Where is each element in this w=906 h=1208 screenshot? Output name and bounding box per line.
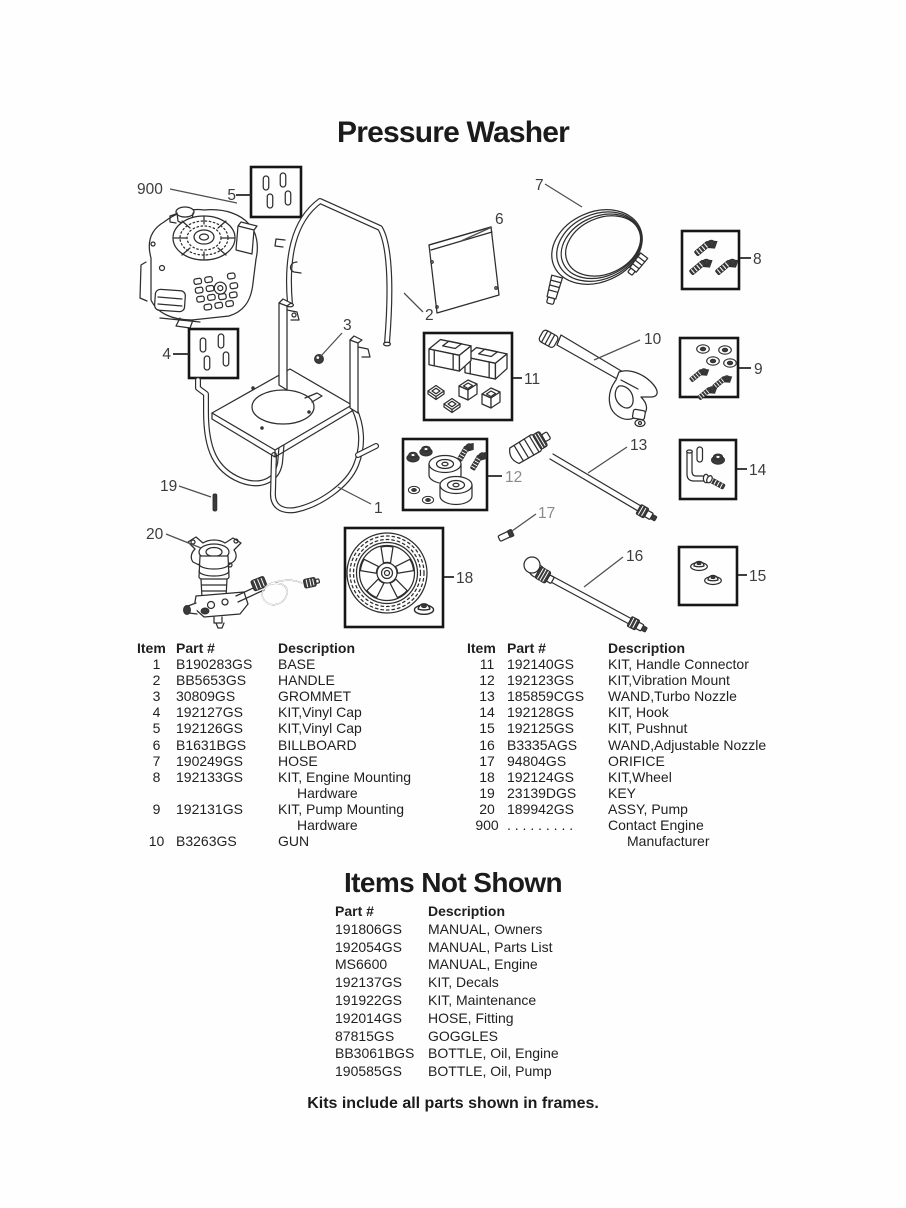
parts-row xyxy=(467,656,787,672)
part-cell: B3263GS xyxy=(176,833,237,850)
kit-box-4 xyxy=(189,329,238,378)
parts-table-left-header xyxy=(137,640,442,656)
parts-table-left xyxy=(137,640,442,849)
desc-cell: KIT, Maintenance xyxy=(428,991,537,1008)
desc-cell: KIT,Vibration Mount xyxy=(608,672,730,689)
desc-cell: BOTTLE, Oil, Engine xyxy=(428,1045,559,1062)
parts-row xyxy=(137,769,442,785)
leader-1 xyxy=(338,487,371,504)
item-cell: 6 xyxy=(152,736,161,753)
parts-row xyxy=(467,688,787,704)
not-shown-row xyxy=(335,1028,665,1046)
desc-cell: GOGGLES xyxy=(428,1027,499,1044)
part-hose xyxy=(540,196,654,305)
leader-2 xyxy=(404,293,423,312)
leader-10 xyxy=(594,340,640,360)
parts-row xyxy=(137,753,442,769)
parts-row xyxy=(467,737,787,753)
part-cell: B3335AGS xyxy=(507,736,578,753)
parts-row-continuation xyxy=(467,833,787,849)
not-shown-row xyxy=(335,992,665,1010)
callout-13: 13 xyxy=(630,437,648,454)
header-item: Item xyxy=(467,640,496,656)
part-cell: 189942GS xyxy=(507,800,574,817)
desc-cell: HOSE xyxy=(278,752,318,769)
leader-3 xyxy=(321,333,342,356)
part-cell: 192054GS xyxy=(335,938,402,955)
callout-9: 9 xyxy=(754,361,763,378)
parts-row xyxy=(467,785,787,801)
desc-cell: ASSY, Pump xyxy=(608,800,688,817)
desc-cell-line2: Manufacturer xyxy=(627,833,710,850)
item-cell: 18 xyxy=(479,768,495,785)
callout-20: 20 xyxy=(146,526,164,543)
part-cell: 192131GS xyxy=(176,800,243,817)
callout-900: 900 xyxy=(137,181,163,198)
item-cell: 15 xyxy=(479,720,495,737)
part-cell: 94804GS xyxy=(507,752,567,769)
item-cell: 8 xyxy=(152,768,161,785)
desc-cell: HANDLE xyxy=(278,672,335,689)
desc-cell: ORIFICE xyxy=(608,752,665,769)
desc-cell: MANUAL, Engine xyxy=(428,956,538,973)
parts-row-continuation xyxy=(137,817,442,833)
callout-11: 11 xyxy=(524,371,541,388)
not-shown-row xyxy=(335,974,665,992)
header-part: Part # xyxy=(507,640,546,656)
parts-table-right-header xyxy=(467,640,787,656)
part-grommet xyxy=(315,355,324,364)
desc-cell: KEY xyxy=(608,784,637,801)
item-cell: 14 xyxy=(479,704,495,721)
item-cell: 20 xyxy=(479,800,495,817)
header-part: Part # xyxy=(335,903,374,919)
parts-row xyxy=(137,720,442,736)
not-shown-row xyxy=(335,1063,665,1081)
item-cell: 10 xyxy=(148,833,165,850)
callout-15: 15 xyxy=(749,568,767,585)
parts-row xyxy=(467,753,787,769)
desc-cell: KIT, Pushnut xyxy=(608,720,688,737)
callout-18: 18 xyxy=(456,570,474,587)
desc-cell: KIT, Decals xyxy=(428,974,499,991)
leader-17 xyxy=(512,514,536,531)
part-cell: 192133GS xyxy=(176,768,243,785)
kit-box-15 xyxy=(679,547,737,605)
callout-10: 10 xyxy=(644,331,662,348)
part-cell: 192124GS xyxy=(507,768,574,785)
desc-cell: WAND,Adjustable Nozzle xyxy=(608,736,767,753)
item-cell: 2 xyxy=(152,672,161,689)
part-cell: 192137GS xyxy=(335,974,402,991)
callout-3: 3 xyxy=(343,317,352,334)
parts-row xyxy=(467,817,787,833)
desc-cell: MANUAL, Owners xyxy=(428,920,543,937)
part-cell: BB5653GS xyxy=(176,672,247,689)
callout-17: 17 xyxy=(538,505,556,522)
parts-row xyxy=(137,656,442,672)
not-shown-row xyxy=(335,1010,665,1028)
callout-1: 1 xyxy=(374,500,383,517)
not-shown-row xyxy=(335,956,665,974)
part-cell: 192140GS xyxy=(507,656,574,673)
part-gun xyxy=(538,329,657,427)
kit-box-14 xyxy=(680,440,736,499)
not-shown-row xyxy=(335,921,665,939)
parts-row xyxy=(467,801,787,817)
part-cell: 192123GS xyxy=(507,672,574,689)
desc-cell: BILLBOARD xyxy=(278,736,357,753)
desc-cell: BOTTLE, Oil, Pump xyxy=(428,1063,552,1080)
callout-12: 12 xyxy=(505,469,523,486)
desc-cell: KIT,Vinyl Cap xyxy=(278,704,362,721)
parts-row-continuation xyxy=(137,785,442,801)
header-desc: Description xyxy=(428,903,506,919)
callout-6: 6 xyxy=(495,211,504,228)
part-cell: 192125GS xyxy=(507,720,574,737)
parts-row xyxy=(137,833,442,849)
part-wand-adjustable xyxy=(524,557,649,635)
desc-cell: Contact Engine xyxy=(608,817,704,834)
desc-cell: WAND,Turbo Nozzle xyxy=(608,688,737,705)
part-cell: . . . . . . . . . xyxy=(507,817,574,834)
item-cell: 5 xyxy=(152,720,161,737)
leader-19 xyxy=(179,486,211,497)
item-cell: 7 xyxy=(152,752,161,769)
part-pump xyxy=(184,537,321,628)
item-cell: 16 xyxy=(479,736,495,753)
item-cell: 19 xyxy=(479,784,495,801)
part-key xyxy=(213,494,217,511)
kit-box-5 xyxy=(251,167,301,217)
part-cell: 191806GS xyxy=(335,920,402,937)
items-not-shown-table xyxy=(335,903,665,1081)
part-cell: B190283GS xyxy=(176,656,253,673)
item-cell: 17 xyxy=(479,752,495,769)
not-shown-row xyxy=(335,1045,665,1063)
desc-cell: KIT, Pump Mounting xyxy=(278,800,405,817)
header-desc: Description xyxy=(608,640,686,656)
items-not-shown-header xyxy=(335,903,665,921)
part-cell: 192128GS xyxy=(507,704,574,721)
parts-table-right xyxy=(467,640,787,849)
header-part: Part # xyxy=(176,640,215,656)
parts-row xyxy=(467,720,787,736)
items-not-shown-title: Items Not Shown xyxy=(343,867,563,898)
part-cell: 192014GS xyxy=(335,1009,402,1026)
kits-footnote: Kits include all parts shown in frames. xyxy=(307,1095,599,1112)
leader-16 xyxy=(584,557,623,587)
kit-box-12 xyxy=(403,439,489,510)
callout-14: 14 xyxy=(749,462,767,479)
desc-cell: MANUAL, Parts List xyxy=(428,938,553,955)
part-cell: 30809GS xyxy=(176,688,236,705)
part-cell: MS6600 xyxy=(335,956,388,973)
part-cell: 190585GS xyxy=(335,1063,402,1080)
leader-7 xyxy=(545,184,582,207)
parts-row xyxy=(467,704,787,720)
desc-cell: GROMMET xyxy=(278,688,352,705)
part-cell: BB3061BGS xyxy=(335,1045,415,1062)
page-title: Pressure Washer xyxy=(336,116,569,149)
callout-7: 7 xyxy=(535,177,544,194)
part-cell: 191922GS xyxy=(335,991,402,1008)
part-cell: B1631BGS xyxy=(176,736,247,753)
part-cell: 87815GS xyxy=(335,1027,395,1044)
header-desc: Description xyxy=(278,640,356,656)
callout-16: 16 xyxy=(626,548,644,565)
desc-cell-line2: Hardware xyxy=(297,817,358,834)
desc-cell: KIT, Engine Mounting xyxy=(278,768,412,785)
part-handle xyxy=(275,201,390,346)
callout-19: 19 xyxy=(160,478,178,495)
part-cell: 192126GS xyxy=(176,720,243,737)
parts-row xyxy=(137,704,442,720)
desc-cell: KIT, Handle Connector xyxy=(608,656,749,673)
parts-row xyxy=(467,672,787,688)
kit-box-8 xyxy=(682,231,740,289)
part-cell: 23139DGS xyxy=(507,784,577,801)
parts-row xyxy=(137,737,442,753)
desc-cell-line2: Hardware xyxy=(297,784,358,801)
part-engine xyxy=(140,207,257,328)
kit-box-18 xyxy=(345,528,443,627)
part-cell: 185859CGS xyxy=(507,688,585,705)
kit-box-9 xyxy=(680,338,738,403)
item-cell: 11 xyxy=(479,656,495,673)
parts-row xyxy=(467,769,787,785)
desc-cell: KIT, Hook xyxy=(608,704,669,721)
desc-cell: KIT,Vinyl Cap xyxy=(278,720,362,737)
item-cell: 13 xyxy=(479,688,495,705)
desc-cell: BASE xyxy=(278,656,316,673)
parts-row xyxy=(137,801,442,817)
callout-5: 5 xyxy=(227,187,236,204)
parts-row xyxy=(137,672,442,688)
part-cell: 192127GS xyxy=(176,704,243,721)
header-item: Item xyxy=(137,640,166,656)
item-cell: 3 xyxy=(152,688,161,705)
callout-8: 8 xyxy=(753,251,762,268)
part-orifice xyxy=(498,529,515,542)
item-cell: 4 xyxy=(152,704,161,721)
desc-cell: GUN xyxy=(278,833,310,850)
not-shown-row xyxy=(335,939,665,957)
parts-row xyxy=(137,688,442,704)
leader-13 xyxy=(588,447,627,473)
part-cell: 190249GS xyxy=(176,752,243,769)
item-cell: 12 xyxy=(479,672,495,689)
callout-2: 2 xyxy=(425,307,434,324)
desc-cell: KIT,Wheel xyxy=(608,768,672,785)
item-cell: 9 xyxy=(152,800,161,817)
desc-cell: HOSE, Fitting xyxy=(428,1009,514,1026)
kit-box-11 xyxy=(424,333,512,420)
item-cell: 1 xyxy=(152,656,161,673)
callout-4: 4 xyxy=(162,346,171,363)
item-cell: 900 xyxy=(475,817,499,834)
